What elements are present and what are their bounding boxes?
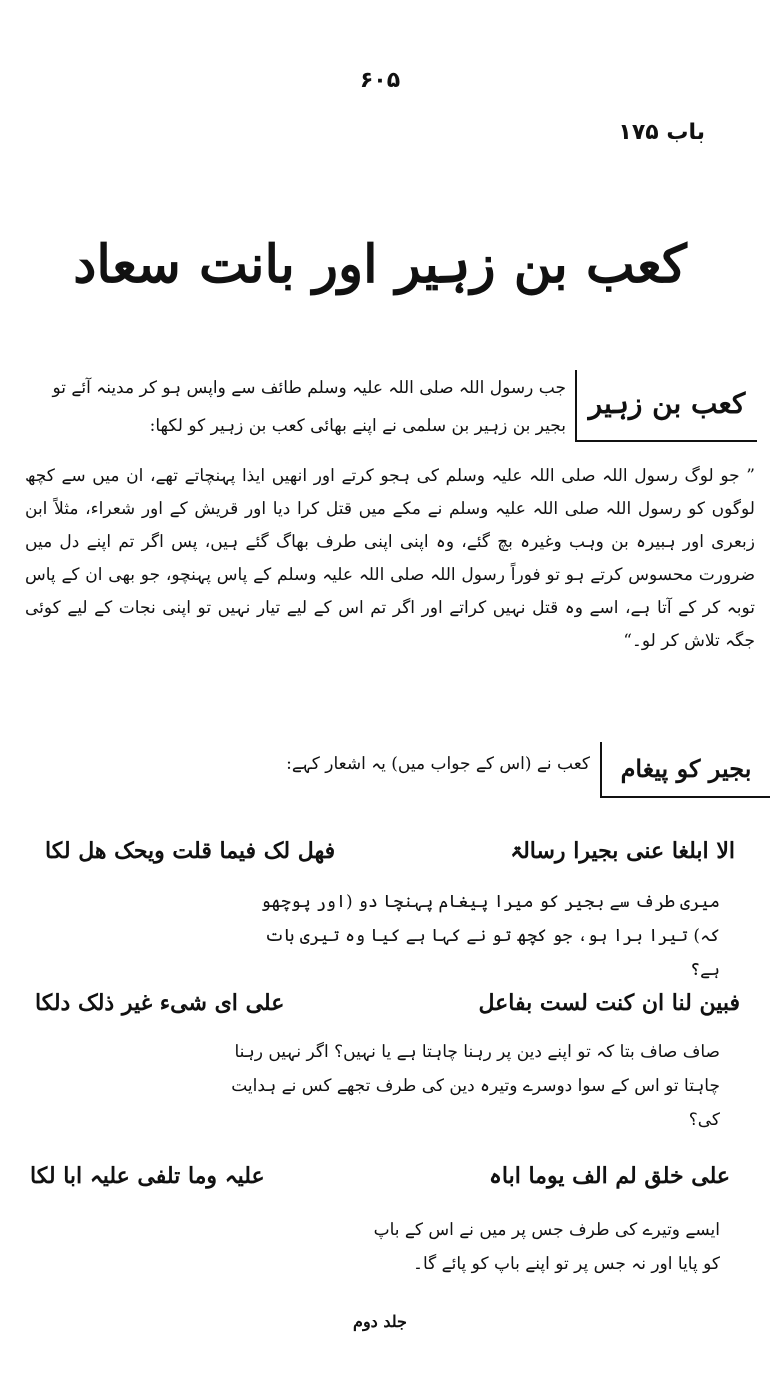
footer-volume: جلد دوم (353, 1312, 407, 1331)
section-heading-kab: کعب بن زہیر (575, 370, 757, 442)
chapter-label: باب ۱۷۵ (618, 120, 705, 145)
verse-3-left: علیہ وما تلفی علیہ ابا لکا (30, 1163, 265, 1189)
verse-3 (30, 1163, 730, 1189)
reply-line-1: کعب نے (اس کے جواب میں) یہ اشعار کہے: (286, 754, 590, 774)
verse-2 (35, 990, 740, 1016)
verse-1 (45, 838, 735, 864)
verse-3-translation: ایسے وتیرے کی طرف جس پر میں نے اس کے باپ کو پایا اور نہ جس پر تو اپنے باپ کو پائے گا۔ (373, 1220, 720, 1274)
verse-2-translation: صاف صاف بتا کہ تو اپنے دین پر رہنا چاہتا ہے یا نہیں؟ اگر نہیں رہنا چاہتا تو اس کے سوا دوسرے وتیرہ دین کی طرف تجھے کس نے ہدایت کی؟ (231, 1042, 720, 1130)
letter-paragraph: ” جو لوگ رسول اللہ صلی اللہ علیہ وسلم کی ہجو کرتے اور انھیں ایذا پہنچاتے تھے، ان میں سے کچھ لوگوں کو رسول اللہ صلی اللہ علیہ وسلم نے مکے میں قتل کرا دیا اور قریش کے اور شعراء، مثلاً ابن زبعری اور ہبیرہ بن وہب وغیرہ بچ گئے، وہ اپنی اپنی طرف بھاگ گئے ہیں، پس اگر تم اپنے دل میں ضرورت محسوس کرتے ہو تو فوراً رسول اللہ صلی اللہ علیہ وسلم کے پاس پہنچو، جو بھی ان کے پاس توبہ کر کے آتا ہے، اسے وہ قتل نہیں کراتے اور اگر تم اس کے لیے تیار نہیں تو اپنی نجات کے لیے کوئی جگہ تلاش کر لو۔“ (25, 466, 755, 651)
page-number: ۶۰۵ (359, 68, 401, 93)
section-heading-bujair: بجیر کو پیغام (600, 742, 770, 798)
chapter-title: کعب بن زہیر اور بانت سعاد (73, 234, 687, 295)
intro-line-1: جب رسول اللہ صلی اللہ علیہ وسلم طائف سے واپس ہو کر مدینہ آئے تو (52, 378, 566, 398)
verse-3-right: علی خلق لم الف یوما اباہ (488, 1163, 730, 1189)
intro-line-2: بجیر بن زہیر بن سلمی نے اپنے بھائی کعب بن زہیر کو لکھا: (149, 416, 566, 436)
verse-2-left: علی ای شیء غیر ذلک دلکا (35, 990, 285, 1016)
verse-2-right: فبین لنا ان کنت لست بفاعل (478, 990, 740, 1016)
verse-1-translation: میری طرف سے بجیر کو میرا پیغام پہنچا دو (اور پوچھو کہ) تیرا برا ہو، جو کچھ تو نے کہا ہے کیا وہ تیری بات ہے؟ (260, 892, 720, 980)
verse-1-left: فھل لک فیما قلت ویحک ھل لکا (45, 838, 336, 864)
verse-1-right: الا ابلغا عنی بجیرا رسالۃ (510, 838, 735, 864)
